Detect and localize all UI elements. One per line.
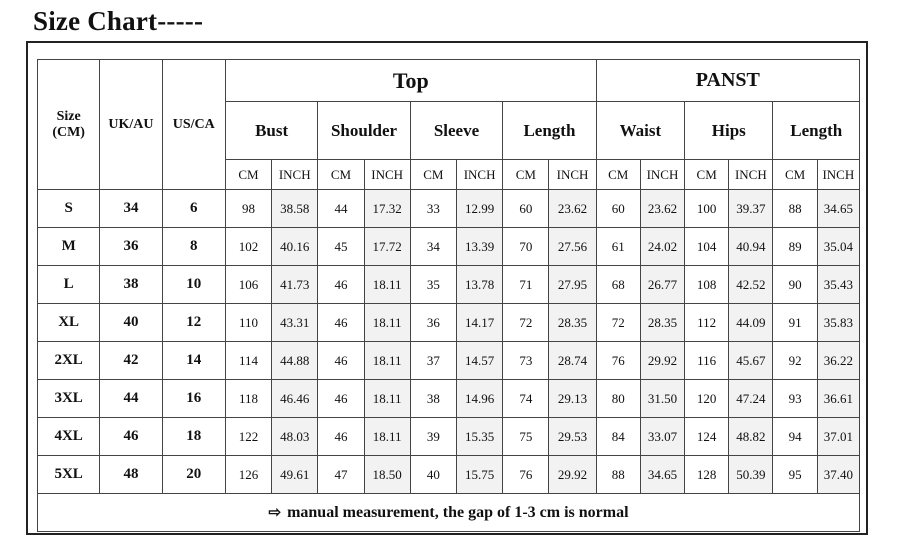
cm-value-cell: 102 (225, 228, 271, 266)
inch-value-cell: 18.11 (364, 418, 410, 456)
us-ca-cell: 18 (162, 418, 225, 456)
measure-header: Sleeve (410, 102, 502, 160)
inch-value-cell: 29.92 (640, 342, 684, 380)
inch-value-cell: 15.75 (456, 456, 502, 494)
size-header-line2: (CM) (52, 124, 85, 140)
us-ca-cell: 10 (162, 266, 225, 304)
cm-value-cell: 120 (685, 380, 729, 418)
size-cell: 2XL (38, 342, 100, 380)
inch-value-cell: 18.50 (364, 456, 410, 494)
cm-value-cell: 74 (503, 380, 549, 418)
inch-value-cell: 29.92 (549, 456, 596, 494)
cm-value-cell: 122 (225, 418, 271, 456)
cm-value-cell: 46 (318, 418, 364, 456)
inch-value-cell: 31.50 (640, 380, 684, 418)
inch-value-cell: 36.22 (817, 342, 859, 380)
cm-value-cell: 118 (225, 380, 271, 418)
cm-value-cell: 80 (596, 380, 640, 418)
size-cell: M (38, 228, 100, 266)
inch-value-cell: 33.07 (640, 418, 684, 456)
inch-value-cell: 15.35 (456, 418, 502, 456)
inch-value-cell: 48.82 (729, 418, 773, 456)
table-row (38, 418, 860, 456)
inch-value-cell: 26.77 (640, 266, 684, 304)
us-ca-cell: 6 (162, 190, 225, 228)
unit-inch-header: INCH (640, 160, 684, 190)
inch-value-cell: 41.73 (272, 266, 318, 304)
pants-group-header: PANST (596, 60, 859, 102)
cm-value-cell: 110 (225, 304, 271, 342)
cm-value-cell: 46 (318, 342, 364, 380)
inch-value-cell: 24.02 (640, 228, 684, 266)
cm-value-cell: 36 (410, 304, 456, 342)
us-ca-cell: 20 (162, 456, 225, 494)
cm-value-cell: 126 (225, 456, 271, 494)
measure-header: Shoulder (318, 102, 410, 160)
us-ca-header: US/CA (162, 60, 225, 190)
size-cell: 4XL (38, 418, 100, 456)
inch-value-cell: 44.88 (272, 342, 318, 380)
cm-value-cell: 94 (773, 418, 817, 456)
cm-value-cell: 112 (685, 304, 729, 342)
uk-au-cell: 42 (100, 342, 162, 380)
cm-value-cell: 76 (596, 342, 640, 380)
measure-header: Length (773, 102, 860, 160)
cm-value-cell: 46 (318, 380, 364, 418)
inch-value-cell: 34.65 (640, 456, 684, 494)
cm-value-cell: 45 (318, 228, 364, 266)
cm-value-cell: 33 (410, 190, 456, 228)
inch-value-cell: 44.09 (729, 304, 773, 342)
inch-value-cell: 35.04 (817, 228, 859, 266)
size-chart-table (37, 59, 860, 532)
inch-value-cell: 27.56 (549, 228, 596, 266)
inch-value-cell: 43.31 (272, 304, 318, 342)
cm-value-cell: 84 (596, 418, 640, 456)
inch-value-cell: 23.62 (549, 190, 596, 228)
table-row (38, 342, 860, 380)
inch-value-cell: 17.32 (364, 190, 410, 228)
size-header (38, 60, 100, 190)
inch-value-cell: 46.46 (272, 380, 318, 418)
inch-value-cell: 14.57 (456, 342, 502, 380)
cm-value-cell: 92 (773, 342, 817, 380)
uk-au-cell: 34 (100, 190, 162, 228)
cm-value-cell: 60 (596, 190, 640, 228)
unit-inch-header: INCH (456, 160, 502, 190)
uk-au-cell: 36 (100, 228, 162, 266)
cm-value-cell: 114 (225, 342, 271, 380)
inch-value-cell: 48.03 (272, 418, 318, 456)
cm-value-cell: 72 (503, 304, 549, 342)
uk-au-header: UK/AU (100, 60, 162, 190)
cm-value-cell: 61 (596, 228, 640, 266)
size-cell: XL (38, 304, 100, 342)
unit-inch-header: INCH (729, 160, 773, 190)
right-arrow-icon: ⇨ (268, 505, 282, 521)
note-text: manual measurement, the gap of 1-3 cm is normal (287, 504, 629, 521)
top-group-header: Top (225, 60, 596, 102)
cm-value-cell: 88 (773, 190, 817, 228)
cm-value-cell: 108 (685, 266, 729, 304)
size-cell: 3XL (38, 380, 100, 418)
us-ca-cell: 8 (162, 228, 225, 266)
measurement-note (38, 494, 860, 532)
unit-cm-header: CM (503, 160, 549, 190)
cm-value-cell: 75 (503, 418, 549, 456)
inch-value-cell: 40.16 (272, 228, 318, 266)
inch-value-cell: 47.24 (729, 380, 773, 418)
inch-value-cell: 29.13 (549, 380, 596, 418)
cm-value-cell: 46 (318, 266, 364, 304)
table-row (38, 456, 860, 494)
cm-value-cell: 47 (318, 456, 364, 494)
unit-inch-header: INCH (272, 160, 318, 190)
inch-value-cell: 29.53 (549, 418, 596, 456)
unit-cm-header: CM (225, 160, 271, 190)
cm-value-cell: 68 (596, 266, 640, 304)
cm-value-cell: 35 (410, 266, 456, 304)
inch-value-cell: 14.96 (456, 380, 502, 418)
uk-au-cell: 48 (100, 456, 162, 494)
unit-cm-header: CM (318, 160, 364, 190)
cm-value-cell: 90 (773, 266, 817, 304)
cm-value-cell: 44 (318, 190, 364, 228)
table-row (38, 266, 860, 304)
cm-value-cell: 124 (685, 418, 729, 456)
uk-au-cell: 40 (100, 304, 162, 342)
inch-value-cell: 23.62 (640, 190, 684, 228)
size-cell: 5XL (38, 456, 100, 494)
inch-value-cell: 12.99 (456, 190, 502, 228)
cm-value-cell: 89 (773, 228, 817, 266)
inch-value-cell: 18.11 (364, 342, 410, 380)
cm-value-cell: 93 (773, 380, 817, 418)
measure-header: Bust (225, 102, 317, 160)
table-row (38, 380, 860, 418)
size-cell: S (38, 190, 100, 228)
cm-value-cell: 37 (410, 342, 456, 380)
cm-value-cell: 72 (596, 304, 640, 342)
cm-value-cell: 70 (503, 228, 549, 266)
us-ca-cell: 14 (162, 342, 225, 380)
size-header-line1: Size (56, 108, 81, 124)
cm-value-cell: 91 (773, 304, 817, 342)
unit-cm-header: CM (685, 160, 729, 190)
inch-value-cell: 28.35 (640, 304, 684, 342)
inch-value-cell: 18.11 (364, 380, 410, 418)
inch-value-cell: 13.78 (456, 266, 502, 304)
cm-value-cell: 100 (685, 190, 729, 228)
inch-value-cell: 49.61 (272, 456, 318, 494)
uk-au-cell: 44 (100, 380, 162, 418)
table-row (38, 190, 860, 228)
inch-value-cell: 39.37 (729, 190, 773, 228)
measure-header: Waist (596, 102, 684, 160)
inch-value-cell: 13.39 (456, 228, 502, 266)
table-row (38, 304, 860, 342)
inch-value-cell: 50.39 (729, 456, 773, 494)
inch-value-cell: 27.95 (549, 266, 596, 304)
uk-au-cell: 38 (100, 266, 162, 304)
inch-value-cell: 17.72 (364, 228, 410, 266)
cm-value-cell: 88 (596, 456, 640, 494)
inch-value-cell: 36.61 (817, 380, 859, 418)
inch-value-cell: 35.43 (817, 266, 859, 304)
cm-value-cell: 116 (685, 342, 729, 380)
inch-value-cell: 35.83 (817, 304, 859, 342)
cm-value-cell: 60 (503, 190, 549, 228)
cm-value-cell: 98 (225, 190, 271, 228)
cm-value-cell: 95 (773, 456, 817, 494)
cm-value-cell: 39 (410, 418, 456, 456)
cm-value-cell: 38 (410, 380, 456, 418)
unit-cm-header: CM (596, 160, 640, 190)
cm-value-cell: 76 (503, 456, 549, 494)
cm-value-cell: 106 (225, 266, 271, 304)
us-ca-cell: 12 (162, 304, 225, 342)
unit-cm-header: CM (410, 160, 456, 190)
cm-value-cell: 104 (685, 228, 729, 266)
unit-inch-header: INCH (817, 160, 859, 190)
page-title: Size Chart----- (33, 6, 204, 36)
uk-au-cell: 46 (100, 418, 162, 456)
inch-value-cell: 45.67 (729, 342, 773, 380)
inch-value-cell: 37.40 (817, 456, 859, 494)
inch-value-cell: 18.11 (364, 304, 410, 342)
cm-value-cell: 34 (410, 228, 456, 266)
measure-header: Length (503, 102, 596, 160)
cm-value-cell: 128 (685, 456, 729, 494)
cm-value-cell: 71 (503, 266, 549, 304)
inch-value-cell: 42.52 (729, 266, 773, 304)
measure-header: Hips (685, 102, 773, 160)
unit-inch-header: INCH (549, 160, 596, 190)
size-cell: L (38, 266, 100, 304)
inch-value-cell: 28.35 (549, 304, 596, 342)
inch-value-cell: 14.17 (456, 304, 502, 342)
inch-value-cell: 38.58 (272, 190, 318, 228)
inch-value-cell: 34.65 (817, 190, 859, 228)
cm-value-cell: 46 (318, 304, 364, 342)
inch-value-cell: 18.11 (364, 266, 410, 304)
us-ca-cell: 16 (162, 380, 225, 418)
inch-value-cell: 28.74 (549, 342, 596, 380)
table-row (38, 228, 860, 266)
unit-cm-header: CM (773, 160, 817, 190)
cm-value-cell: 73 (503, 342, 549, 380)
inch-value-cell: 37.01 (817, 418, 859, 456)
cm-value-cell: 40 (410, 456, 456, 494)
inch-value-cell: 40.94 (729, 228, 773, 266)
unit-inch-header: INCH (364, 160, 410, 190)
